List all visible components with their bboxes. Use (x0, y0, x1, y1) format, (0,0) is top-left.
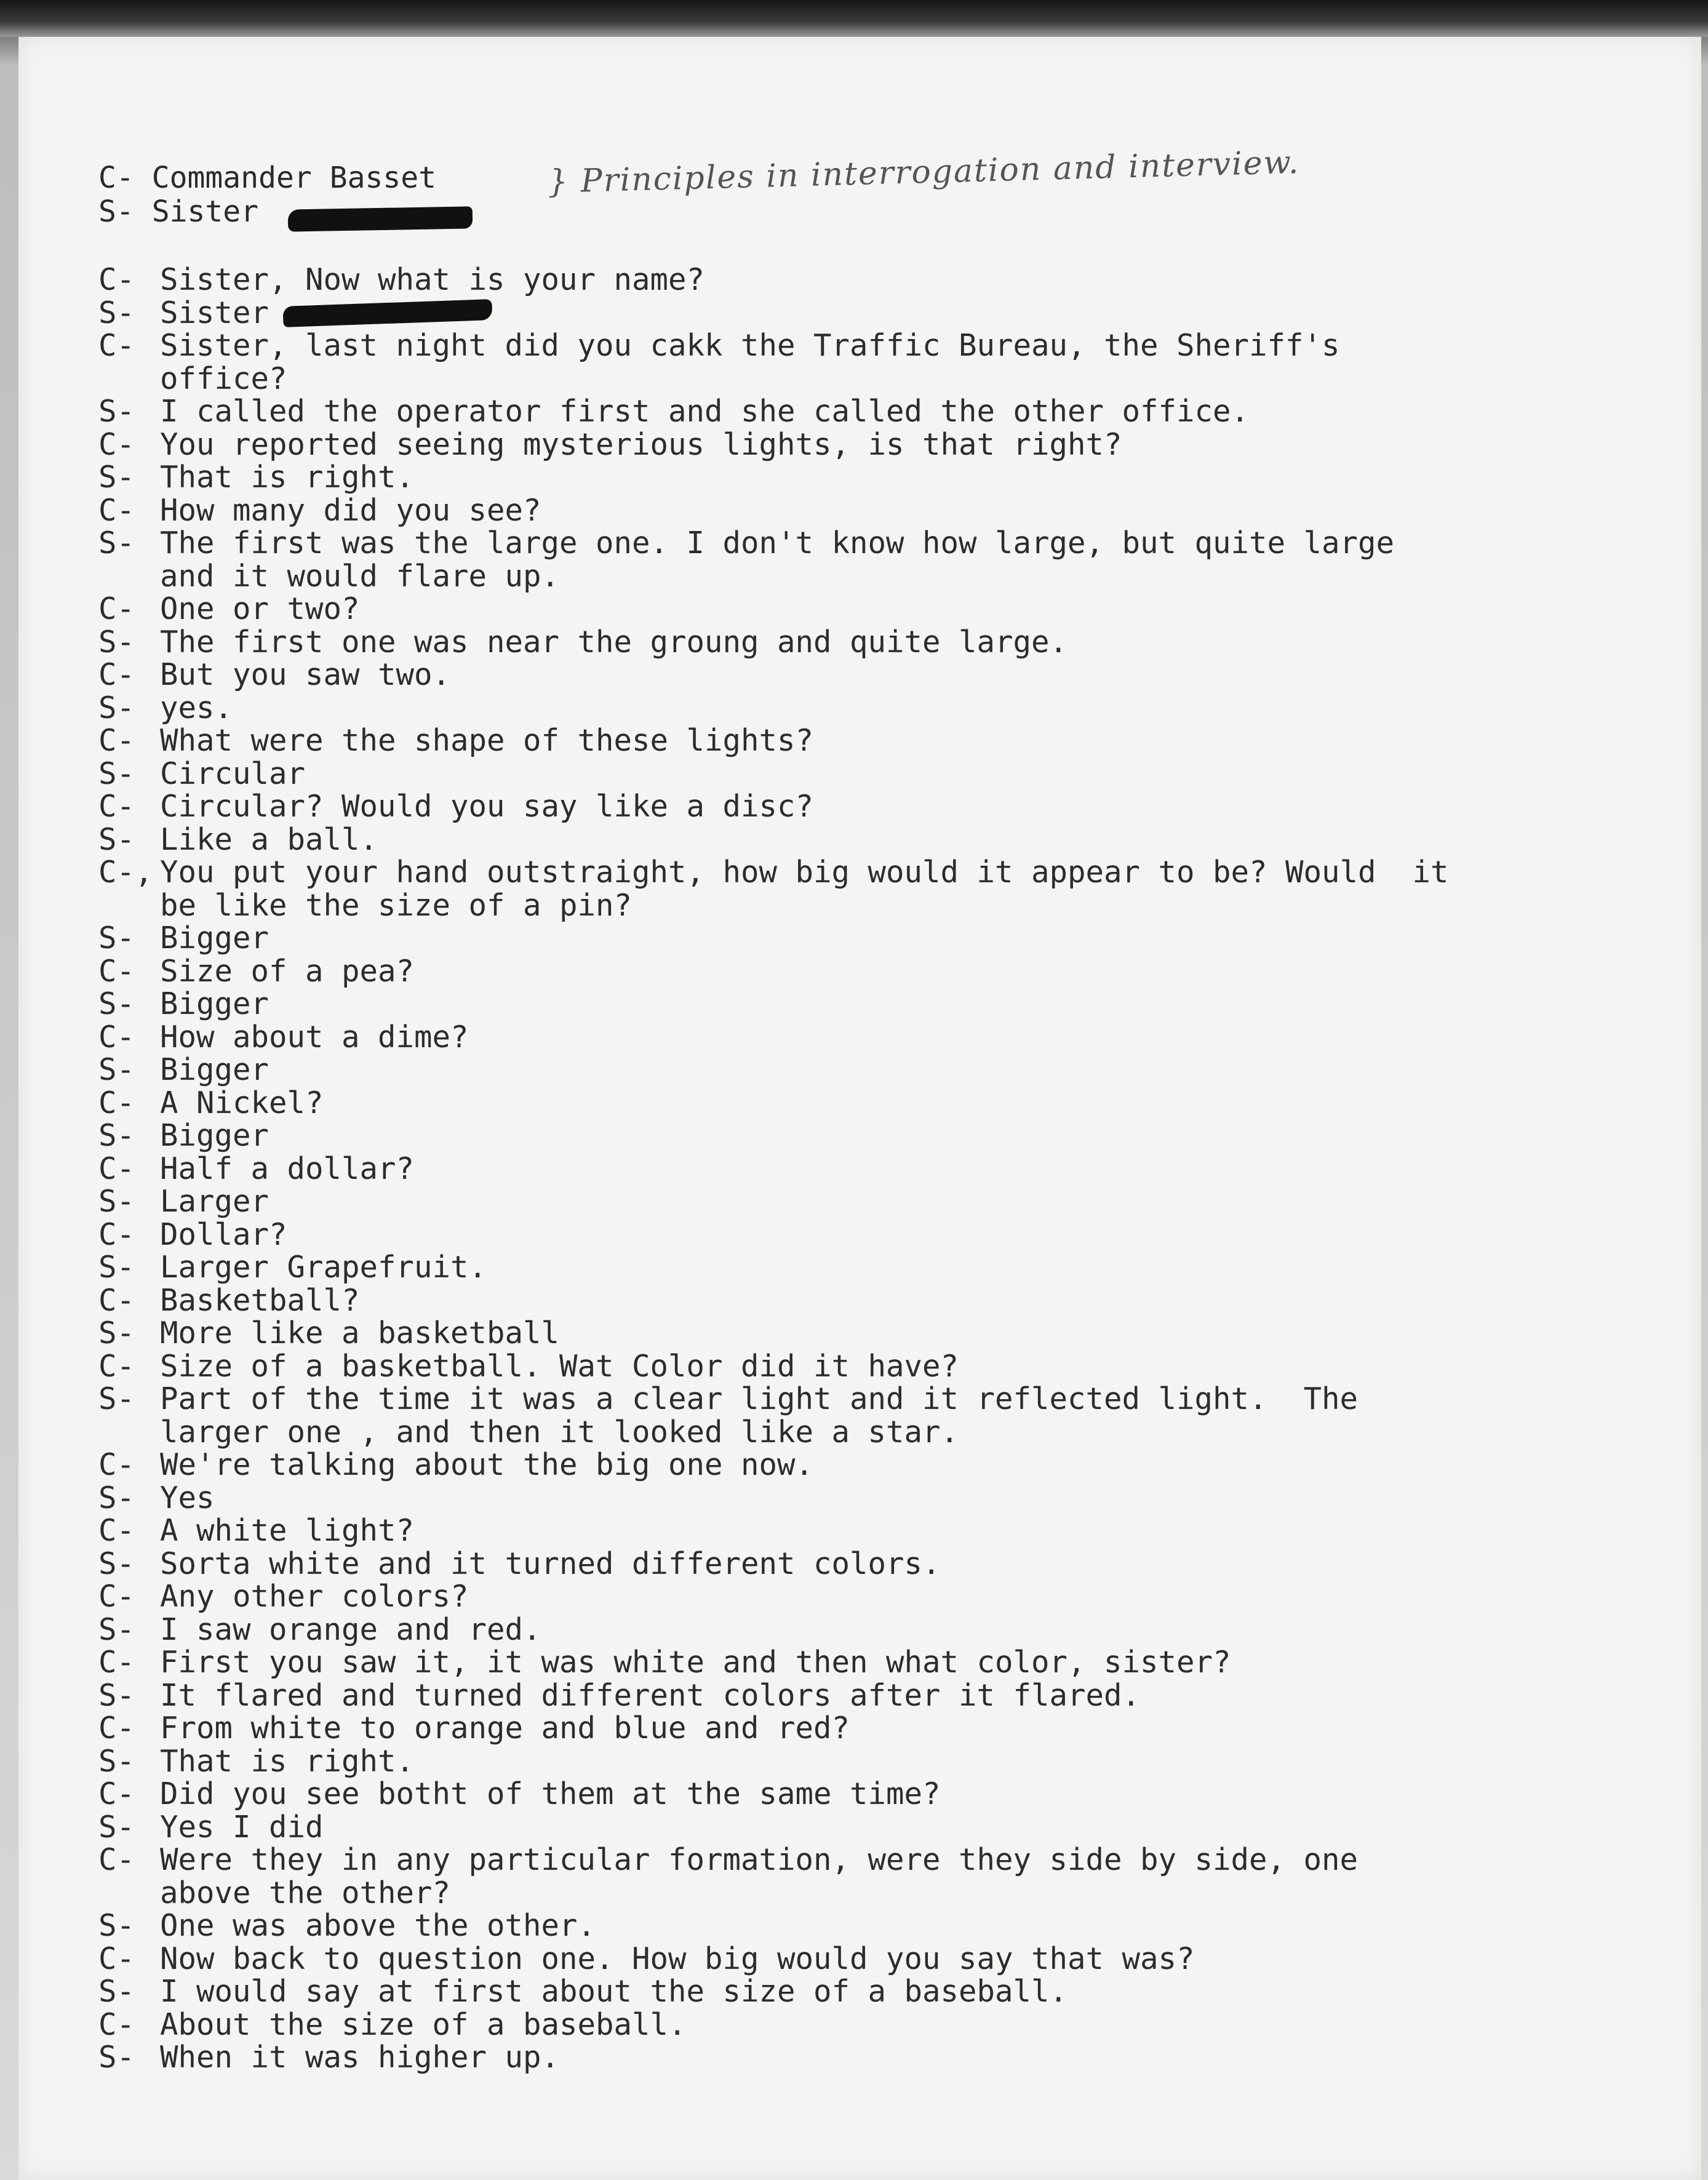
transcript-line (98, 1350, 1600, 1383)
transcript-line (98, 1218, 1600, 1252)
transcript-line (98, 757, 1600, 791)
speaker-tag: C- (98, 426, 135, 462)
speaker-tag: C- (98, 1513, 135, 1548)
speaker-tag: S- (98, 1316, 135, 1351)
speaker-tag: S- (98, 525, 135, 561)
transcript-line (98, 823, 1600, 856)
speaker-tag: C- (98, 1941, 135, 1976)
utterance-text: A white light? (160, 1513, 415, 1548)
transcript-line (98, 790, 1600, 823)
utterance-text: Did you see botht of them at the same time? (160, 1776, 941, 1811)
transcript-line (98, 1811, 1600, 1844)
utterance-text: About the size of a baseball. (160, 2006, 687, 2042)
utterance-text: The first one was near the groung and quite large. (160, 624, 1068, 660)
utterance-text: Larger Grapefruit. (160, 1250, 487, 1285)
utterance-text: That is right. (160, 1743, 415, 1779)
utterance-text: How many did you see? (160, 492, 541, 528)
utterance-text: How about a dime? (160, 1019, 469, 1055)
utterance-text: Bigger (160, 920, 269, 956)
utterance-text: A Nickel? (160, 1085, 324, 1120)
transcript-line (98, 955, 1600, 988)
transcript-line (98, 494, 1600, 527)
transcript-line (98, 1317, 1600, 1350)
utterance-text: One or two? (160, 591, 360, 626)
speaker-tag: S- (98, 1250, 135, 1285)
utterance-text: Yes (160, 1480, 215, 1515)
speaker-tag: S- (98, 1974, 135, 2009)
participant-commander (98, 161, 436, 195)
speaker-tag: S- (98, 1677, 135, 1713)
utterance-text: Sister (160, 295, 269, 330)
utterance-text: Any other colors? (160, 1579, 469, 1614)
utterance-text: Dollar? (160, 1216, 287, 1252)
participant-name: Sister (151, 194, 259, 229)
participant-tag: C- (98, 161, 134, 195)
utterance-text: Bigger (160, 1118, 269, 1153)
utterance-text: Bigger (160, 1052, 269, 1087)
utterance-text: Like a ball. (160, 821, 378, 857)
utterance-text: Size of a basketball. Wat Color did it have? (160, 1348, 959, 1384)
utterance-text: yes. (160, 690, 233, 725)
utterance-text: I would say at first about the size of a baseball. (160, 1974, 1068, 2009)
speaker-tag: C- (98, 953, 135, 989)
utterance-continuation: above the other? (160, 1875, 451, 1910)
speaker-tag: C- (98, 1447, 135, 1482)
redaction-mark (288, 206, 473, 231)
speaker-tag: S- (98, 986, 135, 1021)
transcript-line (98, 856, 1600, 889)
transcript-line (98, 1942, 1600, 1976)
transcript-line (98, 263, 1600, 297)
speaker-tag: S- (98, 1546, 135, 1581)
utterance-text: But you saw two. (160, 657, 451, 692)
transcript-line (98, 1053, 1600, 1087)
transcript-line (98, 988, 1600, 1021)
speaker-tag: C- (98, 657, 135, 692)
speaker-tag: S- (98, 1743, 135, 1779)
utterance-continuation: and it would flare up. (160, 558, 560, 594)
speaker-tag: S- (98, 1052, 135, 1087)
speaker-tag: C- (98, 262, 135, 297)
transcript-line (98, 658, 1600, 692)
speaker-tag: C- (98, 1842, 135, 1877)
speaker-tag: C- (98, 1348, 135, 1384)
transcript-line (98, 1251, 1600, 1284)
utterance-text: We're talking about the big one now. (160, 1447, 814, 1482)
utterance-text: You reported seeing mysterious lights, is that right? (160, 426, 1122, 462)
transcript-line (98, 593, 1600, 626)
utterance-text: Half a dollar? (160, 1151, 415, 1186)
transcript-line (98, 461, 1600, 494)
transcript-line (98, 1679, 1600, 1712)
speaker-tag: C- (98, 789, 135, 824)
speaker-tag: C- (98, 1776, 135, 1811)
speaker-tag: S- (98, 460, 135, 495)
transcript-line (98, 1580, 1600, 1613)
participant-name: Commander Basset (151, 161, 437, 195)
utterance-text: Were they in any particular formation, were they side by side, one (160, 1842, 1359, 1877)
transcript-line (98, 1514, 1600, 1547)
utterance-text: Yes I did (160, 1809, 324, 1845)
speaker-tag: C- (98, 1579, 135, 1614)
transcript-line (98, 1383, 1600, 1416)
speaker-tag: S- (98, 756, 135, 791)
transcript-line (98, 692, 1600, 725)
utterance-text: Size of a pea? (160, 953, 415, 989)
speaker-tag: C- (98, 1019, 135, 1055)
speaker-tag: C- (98, 1282, 135, 1318)
utterance-text: Sorta white and it turned different colors. (160, 1546, 941, 1581)
transcript-line (98, 1185, 1600, 1218)
utterance-text: I called the operator first and she called the other office. (160, 394, 1250, 429)
transcript-line (98, 395, 1600, 428)
speaker-tag: S- (98, 295, 135, 330)
utterance-text: Circular? Would you say like a disc? (160, 789, 814, 824)
transcript-line (98, 1547, 1600, 1581)
utterance-text: From white to orange and blue and red? (160, 1711, 850, 1746)
speaker-tag: C- (98, 1216, 135, 1252)
transcript-line (98, 724, 1600, 757)
speaker-tag: C- (98, 1151, 135, 1186)
transcript-line (98, 1975, 1600, 2008)
transcript-line (98, 1119, 1600, 1152)
speaker-tag: S- (98, 1809, 135, 1845)
speaker-tag: C- (98, 492, 135, 528)
speaker-tag: S- (98, 1480, 135, 1515)
transcript-line (98, 1712, 1600, 1745)
utterance-text: Sister, last night did you cakk the Traffic Bureau, the Sheriff's (160, 328, 1340, 363)
utterance-text: It flared and turned different colors after it flared. (160, 1677, 1141, 1713)
speaker-tag: S- (98, 394, 135, 429)
utterance-text: Sister, Now what is your name? (160, 262, 705, 297)
transcript-line (98, 1613, 1600, 1647)
transcript-line (98, 2008, 1600, 2042)
utterance-text: Now back to question one. How big would you say that was? (160, 1941, 1195, 1976)
utterance-text: Larger (160, 1184, 269, 1219)
transcript-line (98, 1284, 1600, 1317)
utterance-continuation: office? (160, 361, 287, 396)
speaker-tag: C- (98, 723, 135, 758)
participant-tag: S- (98, 194, 134, 229)
transcript-line (98, 922, 1600, 955)
transcript-line (98, 2041, 1600, 2074)
transcript-line (98, 329, 1600, 362)
speaker-tag: C- (98, 1645, 135, 1680)
utterance-text: Basketball? (160, 1282, 360, 1318)
transcript-line (98, 428, 1600, 461)
speaker-tag: S- (98, 690, 135, 725)
utterance-continuation: be like the size of a pin? (160, 887, 633, 923)
transcript-line (98, 527, 1600, 560)
transcript-line (98, 1646, 1600, 1679)
speaker-tag: C- (98, 591, 135, 626)
speaker-tag: S- (98, 1611, 135, 1647)
transcript-line (98, 1087, 1600, 1120)
utterance-text: The first was the large one. I don't know how large, but quite large (160, 525, 1395, 561)
utterance-text: One was above the other. (160, 1908, 596, 1943)
transcript-line (98, 1909, 1600, 1942)
speaker-tag: S- (98, 1118, 135, 1153)
utterance-text: You put your hand outstraight, how big would it appear to be? Would it (160, 855, 1449, 890)
utterance-text: More like a basketball (160, 1316, 560, 1351)
transcript-line (98, 1778, 1600, 1811)
speaker-tag: C- (98, 2006, 135, 2042)
utterance-text: When it was higher up. (160, 2040, 560, 2075)
transcript-line (98, 1021, 1600, 1054)
speaker-tag: C- (98, 1085, 135, 1120)
interview-transcript (98, 263, 1600, 2074)
utterance-text: What were the shape of these lights? (160, 723, 814, 758)
transcript-line (98, 1448, 1600, 1482)
speaker-tag: C- (98, 1711, 135, 1746)
utterance-text: That is right. (160, 460, 415, 495)
speaker-tag: S- (98, 1908, 135, 1943)
speaker-tag: S- (98, 624, 135, 660)
utterance-continuation: larger one , and then it looked like a star. (160, 1414, 959, 1450)
utterance-text: First you saw it, it was white and then what color, sister? (160, 1645, 1231, 1680)
speaker-tag: S- (98, 1184, 135, 1219)
scan-top-edge (0, 0, 1708, 37)
utterance-text: Part of the time it was a clear light and it reflected light. The (160, 1381, 1359, 1416)
transcript-line (98, 1843, 1600, 1877)
speaker-tag: C- (98, 328, 135, 363)
transcript-line (98, 1745, 1600, 1778)
utterance-text: Circular (160, 756, 306, 791)
utterance-text: I saw orange and red. (160, 1611, 541, 1647)
transcript-line (98, 626, 1600, 659)
speaker-tag: S- (98, 920, 135, 956)
speaker-tag: C-, (98, 855, 153, 890)
speaker-tag: S- (98, 2040, 135, 2075)
speaker-tag: S- (98, 1381, 135, 1416)
annotation-text: } Principles in interrogation and interview. (547, 144, 1301, 201)
transcript-line (98, 1482, 1600, 1515)
speaker-tag: S- (98, 821, 135, 857)
utterance-text: Bigger (160, 986, 269, 1021)
handwritten-annotation (474, 144, 1397, 240)
transcript-line (98, 1152, 1600, 1186)
transcript-line (98, 297, 1600, 330)
